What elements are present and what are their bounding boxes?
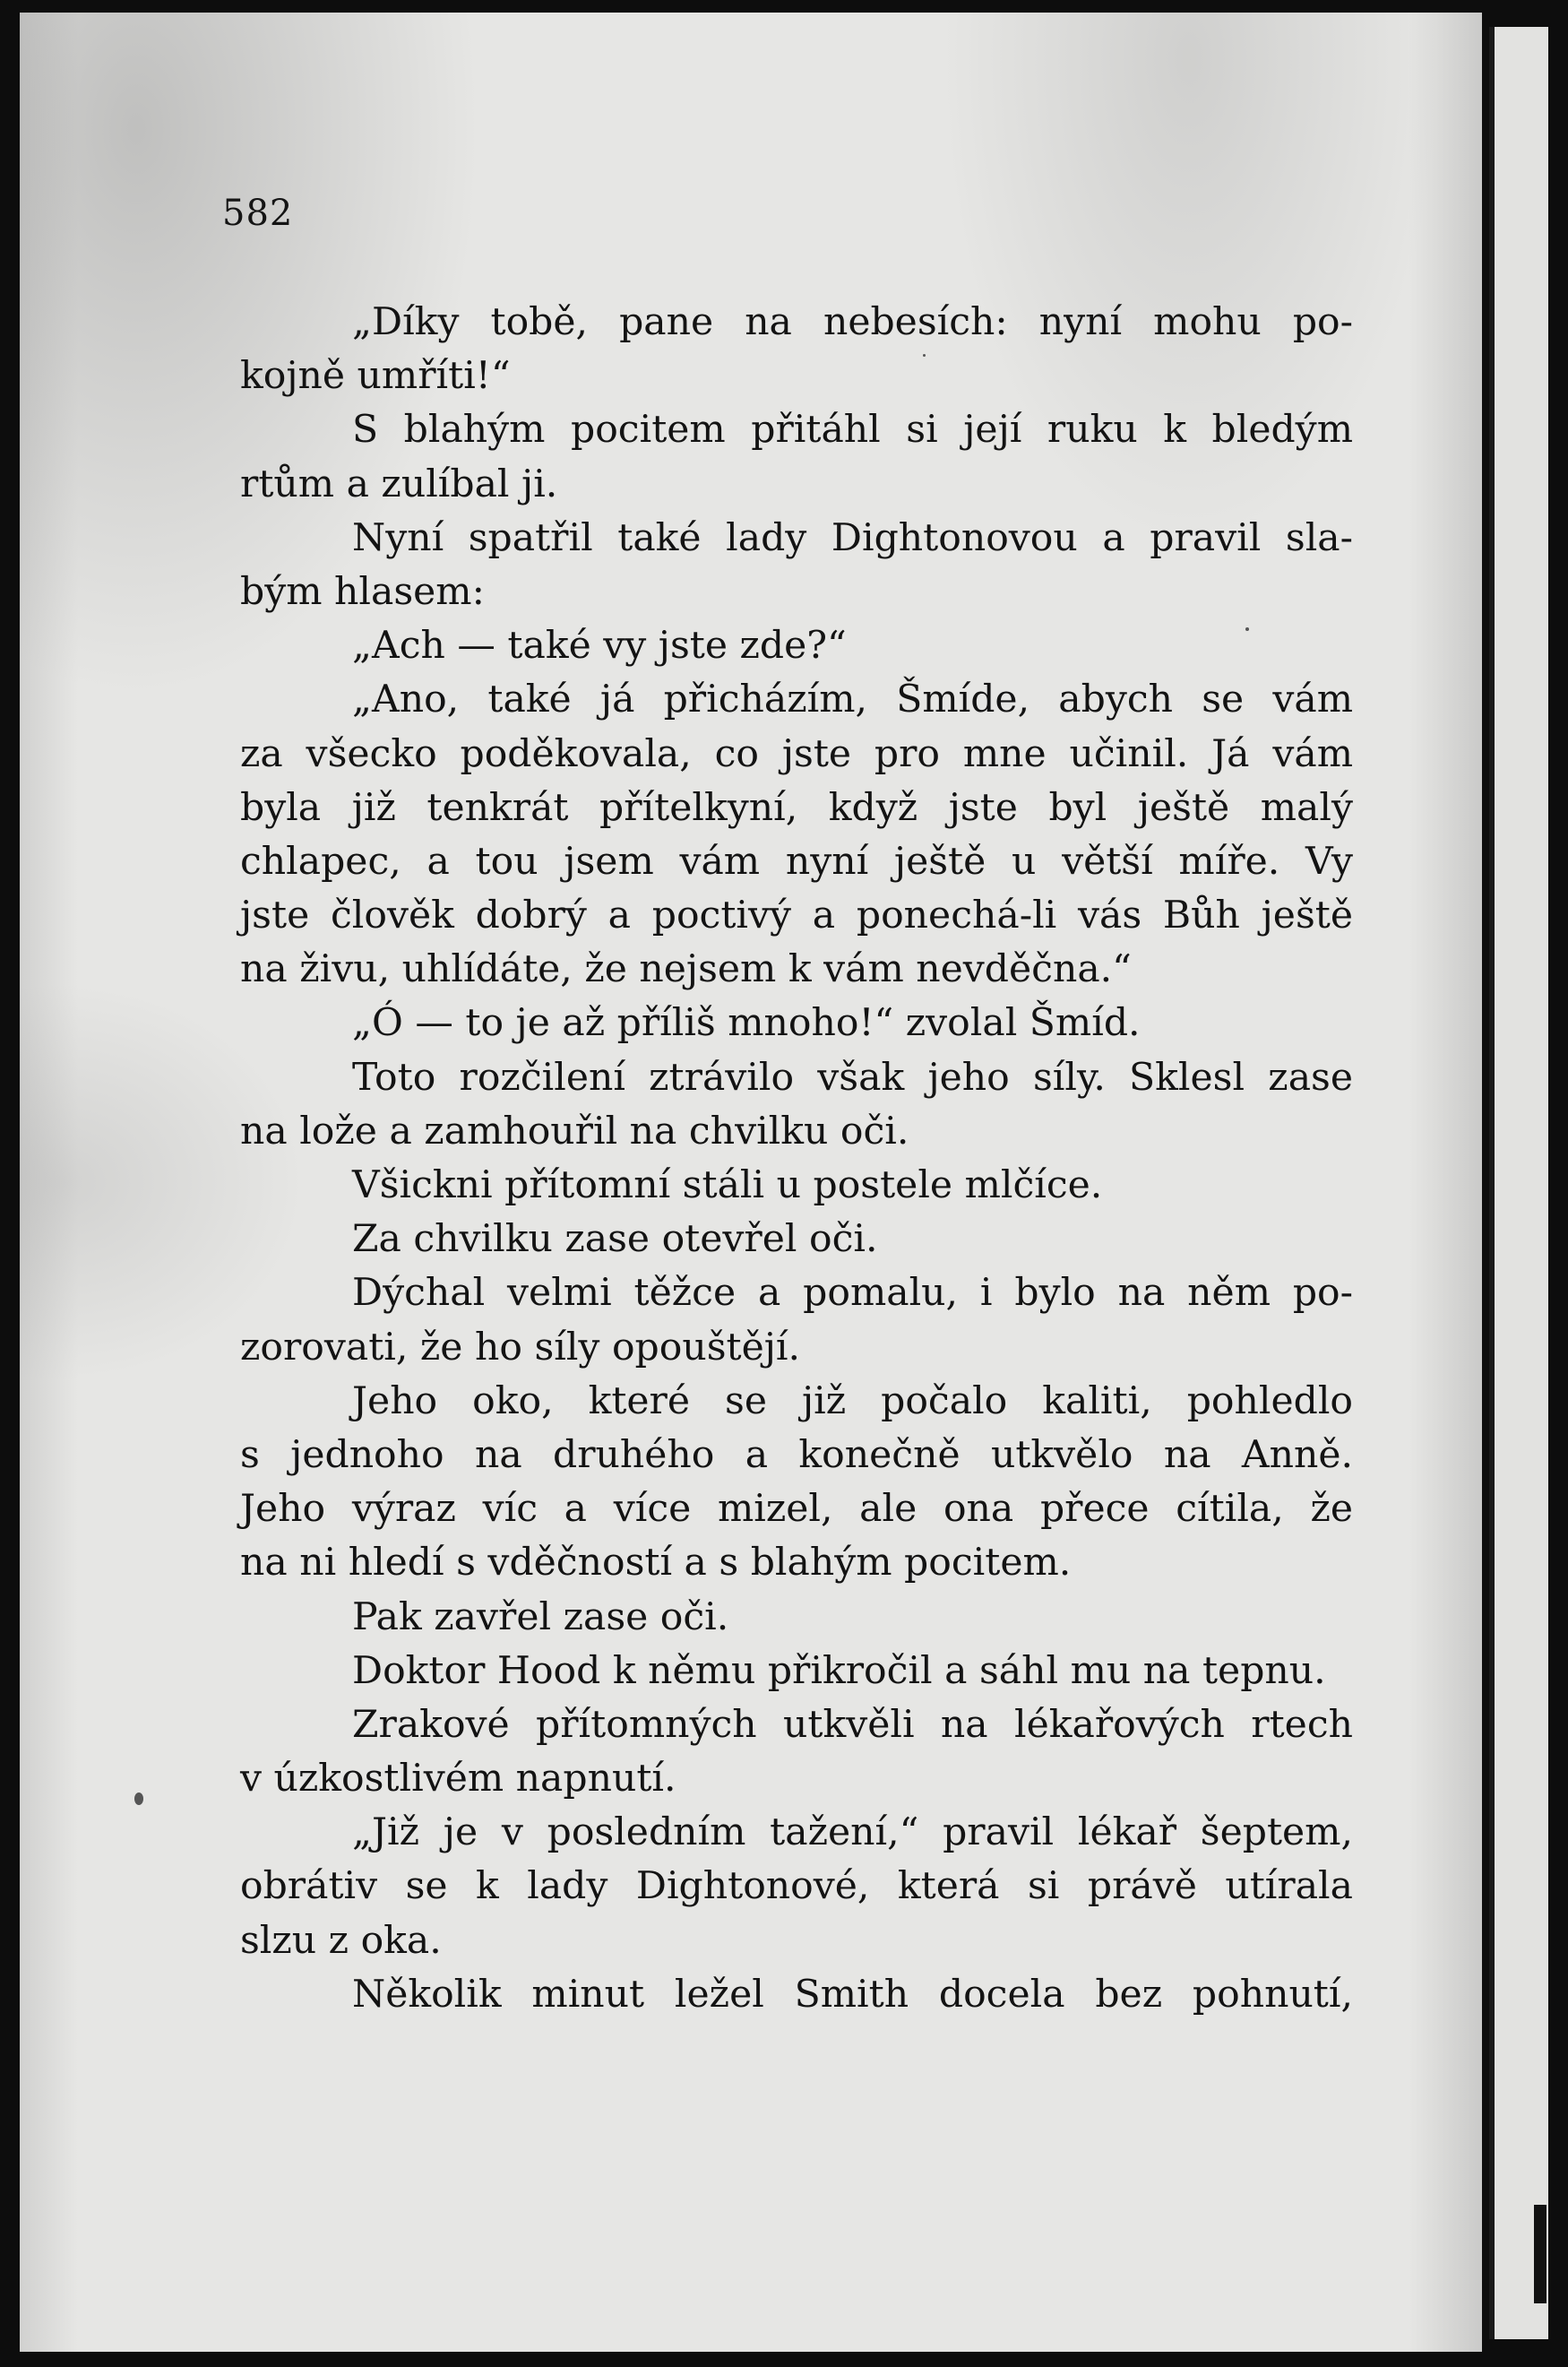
text-line: „Již je v posledním tažení,“ pravil lékař šeptem,: [352, 1810, 1353, 1855]
binding-edge-mark: [1534, 2205, 1546, 2303]
text-line: Několik minut ležel Smith docela bez pohnutí,: [352, 1972, 1353, 2017]
text-line: Jeho výraz víc a více mizel, ale ona přece cítila, že: [240, 1487, 1353, 1532]
paper-speck: [134, 1793, 143, 1805]
text-line: Pak zavřel zase oči.: [352, 1594, 729, 1639]
text-line: „Ano, také já přicházím, Šmíde, abych se vám: [352, 678, 1353, 722]
text-line: kojně umříti!“: [240, 354, 511, 399]
text-line: „Díky tobě, pane na nebesích: nyní mohu po-: [352, 300, 1353, 344]
page-number: 582: [222, 193, 294, 234]
text-line: byla již tenkrát přítelkyní, když jste byl ještě malý: [240, 785, 1353, 830]
text-line: zorovati, že ho síly opouštějí.: [240, 1325, 801, 1369]
text-line: chlapec, a tou jsem vám nyní ještě u větší míře. Vy: [240, 839, 1353, 884]
text-line: bým hlasem:: [240, 569, 485, 614]
text-line: Nyní spatřil také lady Dightonovou a pravil sla-: [352, 515, 1353, 560]
body-text: [240, 296, 1353, 2022]
text-line: za všecko poděkovala, co jste pro mne učinil. Já vám: [240, 731, 1353, 776]
text-line: obrátiv se k lady Dightonové, která si právě utírala: [240, 1864, 1353, 1909]
text-line: Dýchal velmi těžce a pomalu, i bylo na něm po-: [352, 1271, 1353, 1316]
text-line: S blahým pocitem přitáhl si její ruku k bledým: [352, 408, 1353, 453]
text-line: Toto rozčilení ztrávilo však jeho síly. Sklesl zase: [352, 1055, 1353, 1100]
text-line: Zrakové přítomných utkvěli na lékařových rtech: [352, 1702, 1353, 1747]
text-line: Všickni přítomní stáli u postele mlčíce.: [352, 1163, 1103, 1207]
text-line: v úzkostlivém napnutí.: [240, 1757, 676, 1801]
text-line: s jednoho na druhého a konečně utkvělo na Anně.: [240, 1432, 1353, 1477]
text-line: Jeho oko, které se již počalo kaliti, pohledlo: [352, 1378, 1353, 1423]
text-line: Doktor Hood k němu přikročil a sáhl mu na tepnu.: [352, 1648, 1326, 1693]
text-line: na lože a zamhouřil na chvilku oči.: [240, 1109, 909, 1153]
text-line: na ni hledí s vděčností a s blahým pocitem.: [240, 1541, 1072, 1585]
text-line: „Ó — to je až příliš mnoho!“ zvolal Šmíd.: [352, 1001, 1141, 1046]
adjacent-page-edge: [1489, 27, 1548, 2339]
text-line: na živu, uhlídáte, že nejsem k vám nevděčna.“: [240, 947, 1132, 992]
text-line: jste člověk dobrý a poctivý a ponechá-li vás Bůh ještě: [240, 894, 1353, 938]
text-line: „Ach — také vy jste zde?“: [352, 624, 847, 669]
text-line: Za chvilku zase otevřel oči.: [352, 1217, 878, 1262]
text-line: rtům a zulíbal ji.: [240, 462, 558, 506]
text-line: slzu z oka.: [240, 1918, 442, 1963]
